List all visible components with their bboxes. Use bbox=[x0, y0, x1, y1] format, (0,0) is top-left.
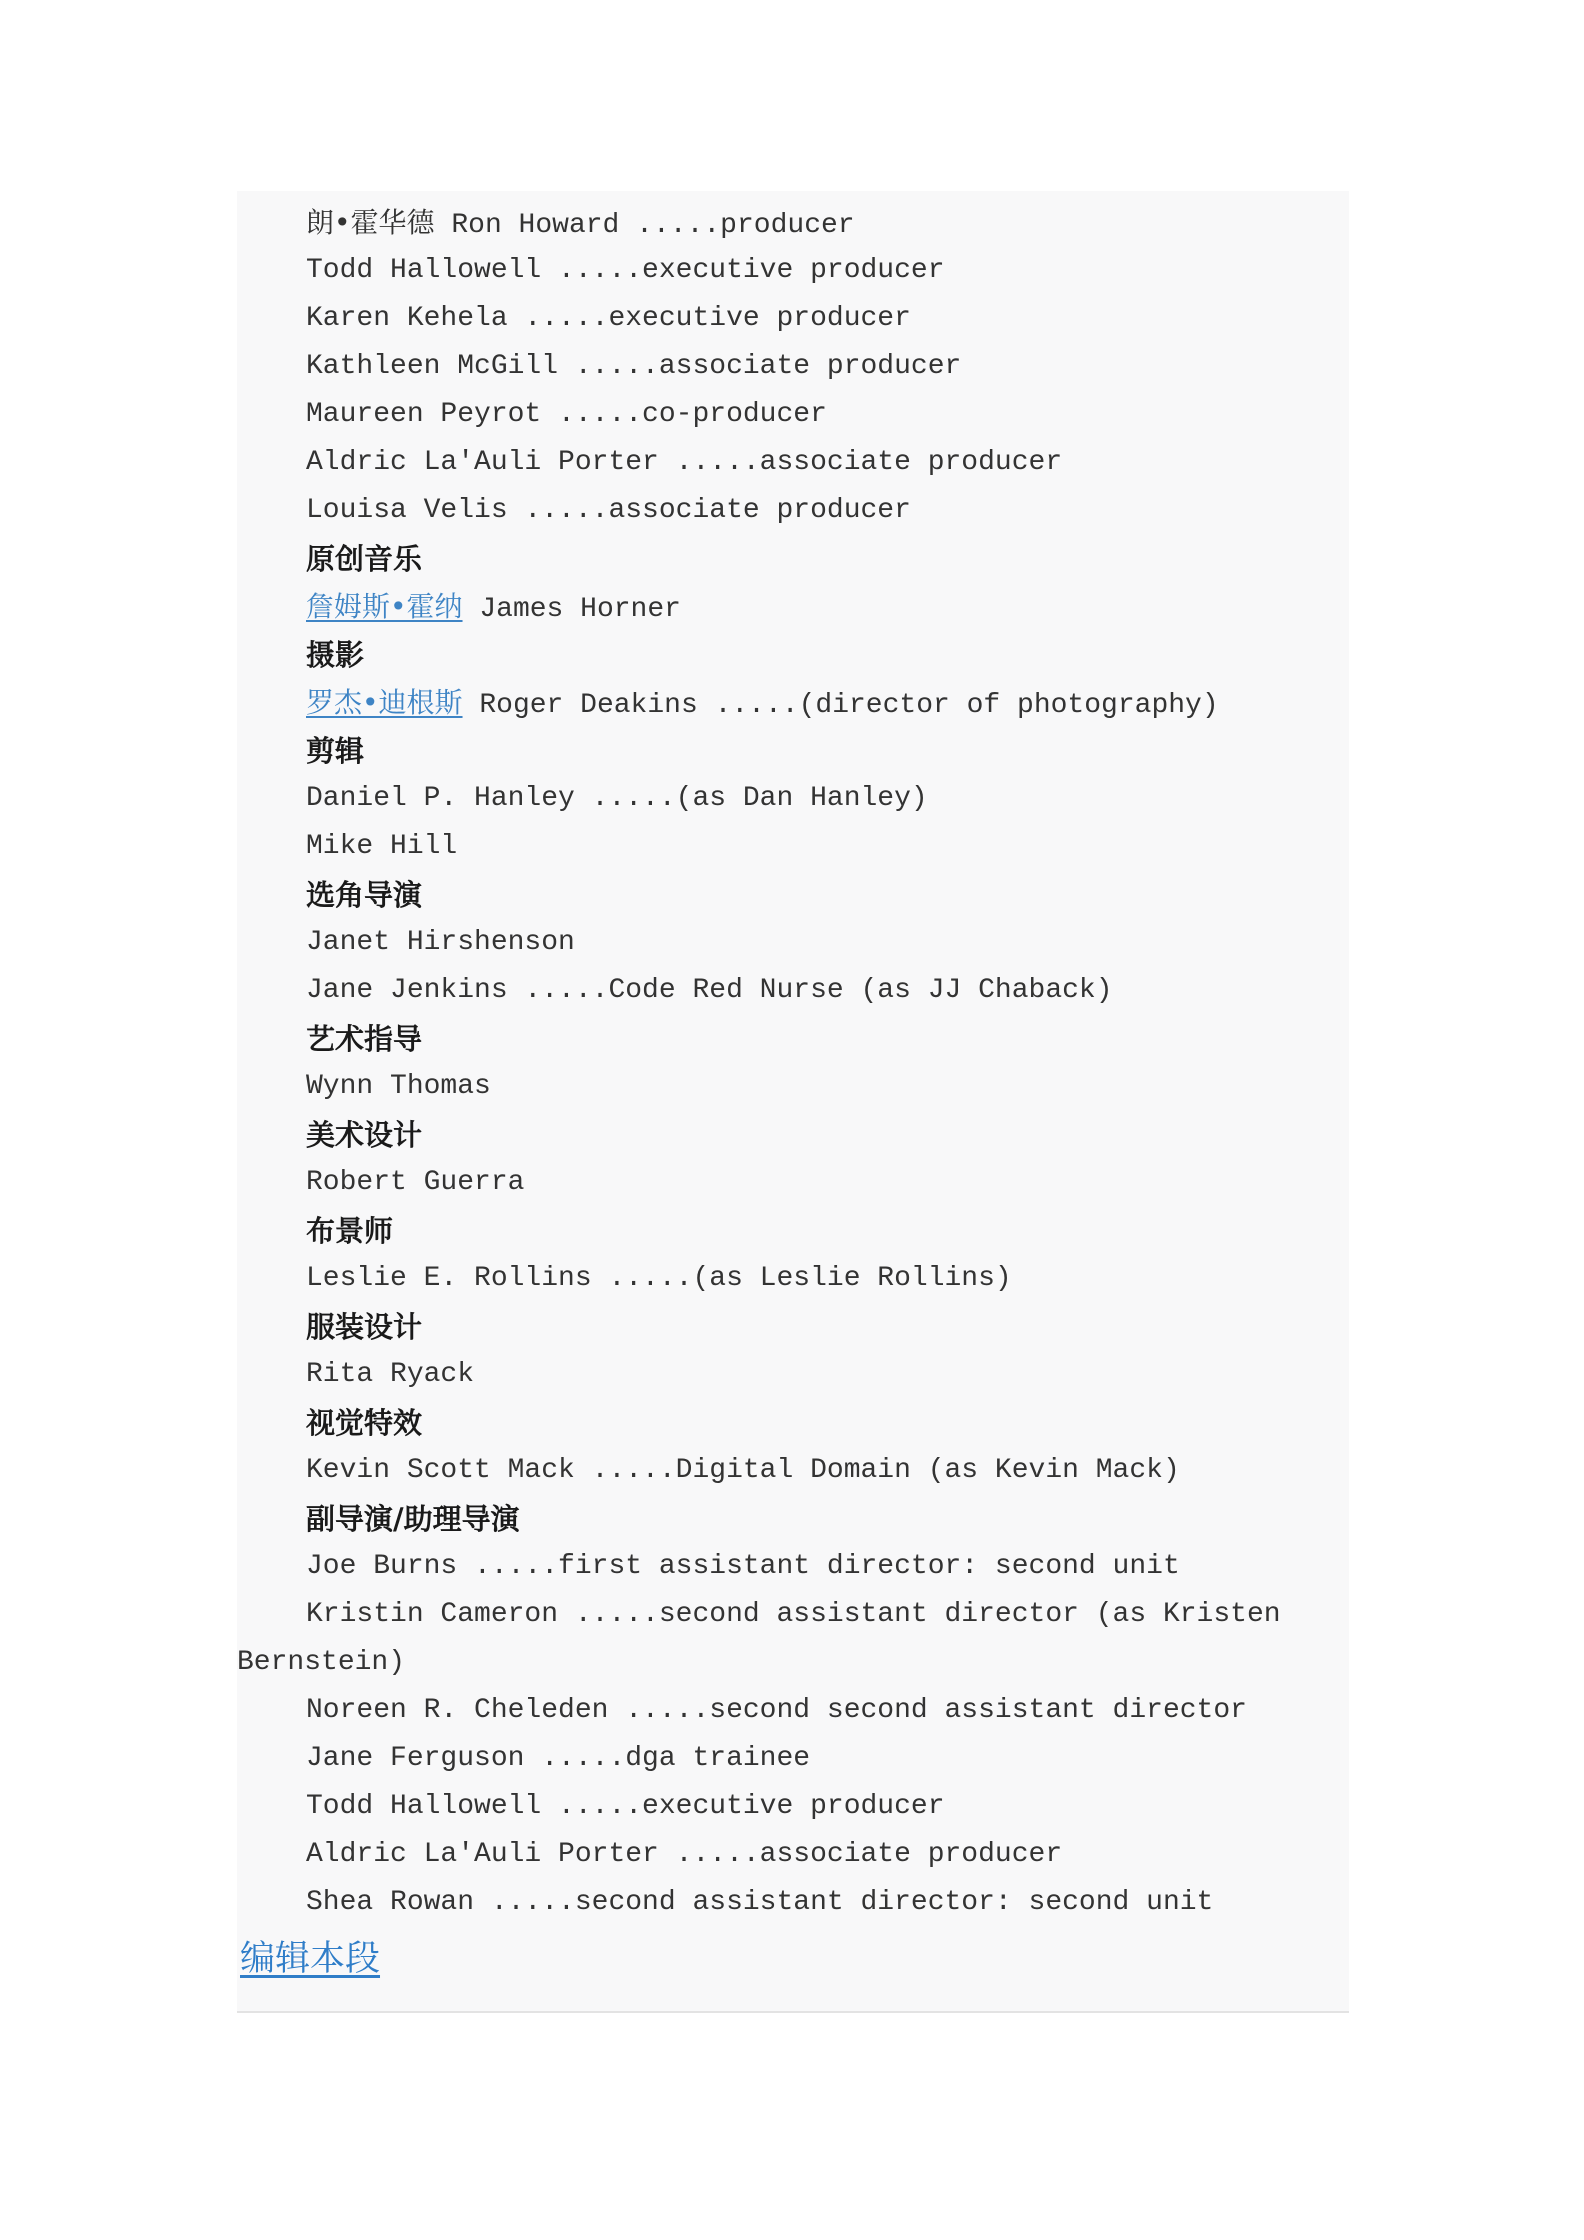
credit-line bbox=[237, 199, 1349, 247]
credit-line bbox=[237, 583, 1349, 631]
credit-text: Jane Jenkins .....Code Red Nurse (as JJ Chaback) bbox=[306, 975, 1113, 1006]
person-name-link[interactable]: 罗杰•迪根斯 bbox=[306, 686, 463, 719]
credit-line bbox=[237, 967, 1349, 1015]
credit-text: Mike Hill bbox=[306, 831, 458, 862]
credit-text: Maureen Peyrot .....co-producer bbox=[306, 399, 827, 430]
credit-line bbox=[237, 1543, 1349, 1591]
credit-text: Roger Deakins .....(director of photography) bbox=[462, 690, 1219, 721]
credit-line bbox=[237, 487, 1349, 535]
credit-line bbox=[237, 247, 1349, 295]
credit-text: Todd Hallowell .....executive producer bbox=[306, 1791, 945, 1822]
credit-text: Shea Rowan .....second assistant director: second unit bbox=[306, 1887, 1214, 1918]
edit-section-link[interactable]: 编辑本段 bbox=[240, 1939, 381, 1979]
section-heading: 布景师 bbox=[306, 1214, 394, 1248]
credit-text: Noreen R. Cheleden .....second second assistant director bbox=[306, 1695, 1247, 1726]
section-heading: 剪辑 bbox=[306, 734, 365, 768]
credit-line bbox=[237, 823, 1349, 871]
section-heading: 服装设计 bbox=[306, 1310, 423, 1344]
credit-text: Daniel P. Hanley .....(as Dan Hanley) bbox=[306, 783, 928, 814]
credit-line bbox=[237, 391, 1349, 439]
credit-line bbox=[237, 1159, 1349, 1207]
credit-line bbox=[237, 343, 1349, 391]
section-heading: 原创音乐 bbox=[306, 542, 423, 576]
credit-line bbox=[237, 1255, 1349, 1303]
credit-text: Kathleen McGill .....associate producer bbox=[306, 351, 962, 382]
credit-text: Kevin Scott Mack .....Digital Domain (as Kevin Mack) bbox=[306, 1455, 1180, 1486]
credit-line bbox=[237, 775, 1349, 823]
credit-line bbox=[237, 1591, 1349, 1687]
section-heading: 艺术指导 bbox=[306, 1022, 423, 1056]
credit-text: Janet Hirshenson bbox=[306, 927, 575, 958]
credit-line bbox=[237, 1831, 1349, 1879]
credit-text: Wynn Thomas bbox=[306, 1071, 491, 1102]
credits-list bbox=[237, 199, 1349, 1927]
credit-line bbox=[237, 1783, 1349, 1831]
section-heading: 视觉特效 bbox=[306, 1406, 423, 1440]
credit-text: Kristin Cameron .....second assistant director (as Kristen Bernstein) bbox=[237, 1599, 1298, 1678]
credit-line bbox=[237, 1351, 1349, 1399]
credit-line bbox=[237, 1687, 1349, 1735]
section-heading: 选角导演 bbox=[306, 878, 423, 912]
person-name-cn: 朗•霍华德 bbox=[306, 206, 435, 239]
credit-text: Ron Howard .....producer bbox=[434, 210, 855, 241]
credit-line bbox=[237, 1879, 1349, 1927]
person-name-link[interactable]: 詹姆斯•霍纳 bbox=[306, 590, 463, 623]
credit-line bbox=[237, 1063, 1349, 1111]
credit-text: Rita Ryack bbox=[306, 1359, 475, 1390]
section-heading: 摄影 bbox=[306, 638, 365, 672]
credit-text: Aldric La'Auli Porter .....associate producer bbox=[306, 447, 1063, 478]
credit-text: Karen Kehela .....executive producer bbox=[306, 303, 911, 334]
credit-text: Jane Ferguson .....dga trainee bbox=[306, 1743, 811, 1774]
credit-line bbox=[237, 295, 1349, 343]
section-heading: 美术设计 bbox=[306, 1118, 423, 1152]
section-heading: 副导演/助理导演 bbox=[306, 1502, 520, 1536]
credit-line bbox=[237, 919, 1349, 967]
credit-line bbox=[237, 679, 1349, 727]
credit-text: Robert Guerra bbox=[306, 1167, 525, 1198]
credit-line bbox=[237, 439, 1349, 487]
credits-panel bbox=[237, 191, 1349, 2013]
credit-text: Leslie E. Rollins .....(as Leslie Rollins) bbox=[306, 1263, 1012, 1294]
credit-text: Aldric La'Auli Porter .....associate producer bbox=[306, 1839, 1063, 1870]
credit-text: Louisa Velis .....associate producer bbox=[306, 495, 911, 526]
credit-line bbox=[237, 1447, 1349, 1495]
credit-text: James Horner bbox=[462, 594, 681, 625]
credit-text: Todd Hallowell .....executive producer bbox=[306, 255, 945, 286]
credit-line bbox=[237, 1735, 1349, 1783]
credit-text: Joe Burns .....first assistant director: second unit bbox=[306, 1551, 1180, 1582]
